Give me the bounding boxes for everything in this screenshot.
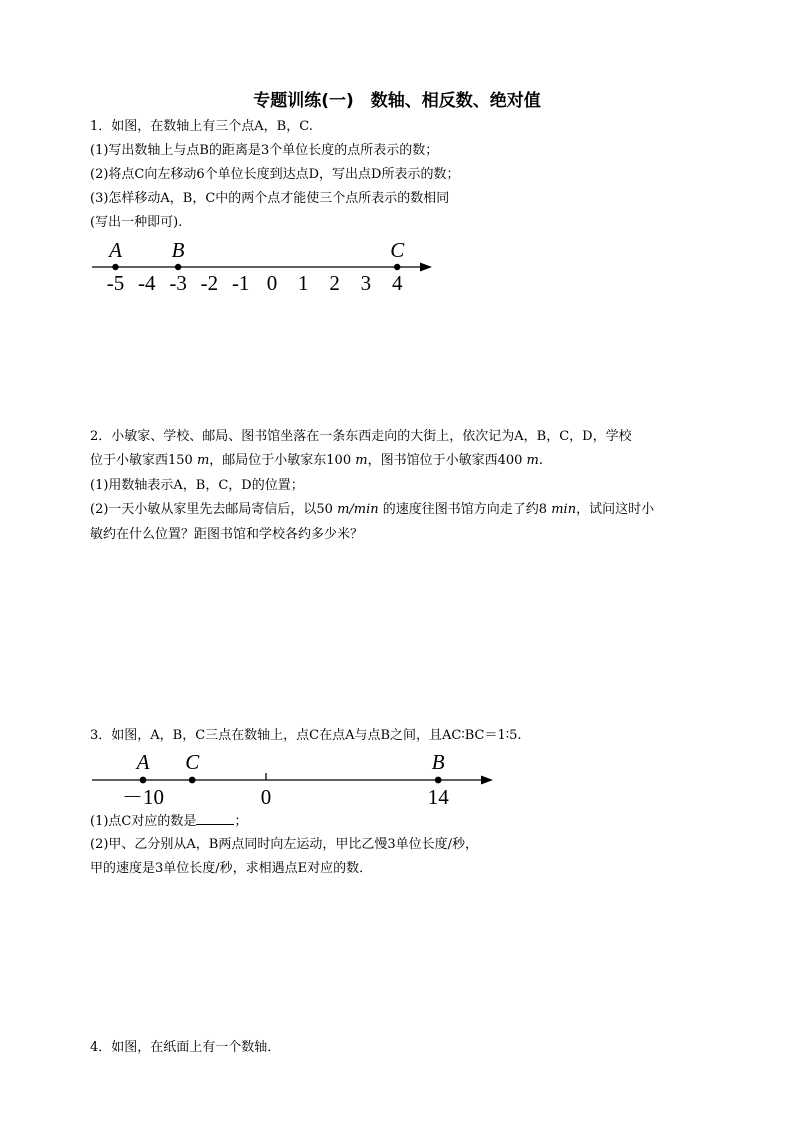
- tick-label: －10: [122, 785, 164, 809]
- q2-text: .: [538, 453, 543, 468]
- point-c: [394, 264, 400, 270]
- q3-part2: (2)甲、乙分别从A，B两点同时向左运动，甲比乙慢3单位长度/秒，: [90, 837, 479, 852]
- tick-label: -4: [138, 271, 156, 295]
- tick-label: 0: [266, 271, 278, 295]
- q1-stem: 1．如图，在数轴上有三个点A，B，C.: [90, 119, 313, 134]
- q1-part3: (3)怎样移动A，B，C中的两个点才能使三个点所表示的数相同: [90, 191, 450, 206]
- q3-text: (1)点C对应的数是: [90, 814, 197, 829]
- q3-text: ；: [234, 814, 248, 829]
- point-label: B: [431, 750, 445, 774]
- answer-blank[interactable]: [196, 812, 234, 825]
- q2-stem-line1: 2．小敏家、学校、邮局、图书馆坐落在一条东西走向的大街上，依次记为A，B，C，D，学校: [90, 429, 632, 444]
- point-label: A: [136, 750, 150, 774]
- unit-speed: m/min: [337, 502, 379, 517]
- q3-part2-cont: 甲的速度是3单位长度/秒，求相遇点E对应的数．: [90, 861, 373, 876]
- q3-stem: 3．如图，A，B，C三点在数轴上，点C在点A与点B之间，且AC∶BC＝1∶5.: [90, 728, 522, 743]
- tick-label: 2: [329, 271, 340, 295]
- point-b: [175, 264, 181, 270]
- q2-text: ，试问这时小: [576, 502, 655, 517]
- q3-part1: [90, 812, 247, 831]
- tick-label: 3: [360, 271, 372, 295]
- tick-label: 1: [298, 271, 309, 295]
- number-line-2: [92, 750, 493, 809]
- q1-part3-note: (写出一种即可).: [90, 215, 183, 230]
- tick-label: 4: [391, 271, 403, 295]
- q2-part1: (1)用数轴表示A，B，C，D的位置；: [90, 478, 304, 493]
- point-label: A: [109, 238, 122, 262]
- q4-stem: 4．如图，在纸面上有一个数轴．: [90, 1040, 281, 1055]
- axis-arrow: [420, 263, 432, 272]
- q1-part1: (1)写出数轴上与点B的距离是3个单位长度的点所表示的数；: [90, 143, 439, 158]
- tick-label: -5: [106, 271, 125, 295]
- q2-stem-line2: [90, 452, 543, 470]
- point-label: C: [390, 238, 405, 262]
- point-c: [189, 777, 196, 784]
- tick-label: 14: [427, 785, 449, 809]
- q1-part2: (2)将点C向左移动6个单位长度到达点D，写出点D所表示的数；: [90, 167, 460, 182]
- q2-text: 位于小敏家西150: [90, 453, 197, 468]
- unit-m: m: [526, 453, 539, 468]
- unit-min: min: [551, 502, 577, 517]
- point-a: [112, 264, 118, 270]
- tick-label: 0: [260, 785, 272, 809]
- q2-text: 的速度往图书馆方向走了约8: [378, 502, 552, 517]
- q2-text: ，邮局位于小敏家东100: [209, 453, 356, 468]
- q2-text: ，图书馆位于小敏家西400: [367, 453, 527, 468]
- unit-m: m: [355, 453, 368, 468]
- q2-part2: [90, 501, 654, 519]
- point-b: [435, 777, 442, 784]
- tick-label: -2: [200, 271, 219, 295]
- tick-label: -3: [169, 271, 187, 295]
- q2-part2-cont: 敏约在什么位置？距图书馆和学校各约多少米？: [90, 527, 364, 542]
- point-label: C: [185, 750, 200, 774]
- point-label: B: [171, 238, 185, 262]
- unit-m: m: [196, 453, 210, 468]
- tick-label: -1: [231, 271, 250, 295]
- axis-arrow: [481, 776, 493, 785]
- point-a: [140, 777, 147, 784]
- number-line-1: [92, 238, 432, 295]
- page-title: 专题训练(一) 数轴、相反数、绝对值: [253, 91, 541, 111]
- q2-text: (2)一天小敏从家里先去邮局寄信后，以50: [90, 502, 338, 517]
